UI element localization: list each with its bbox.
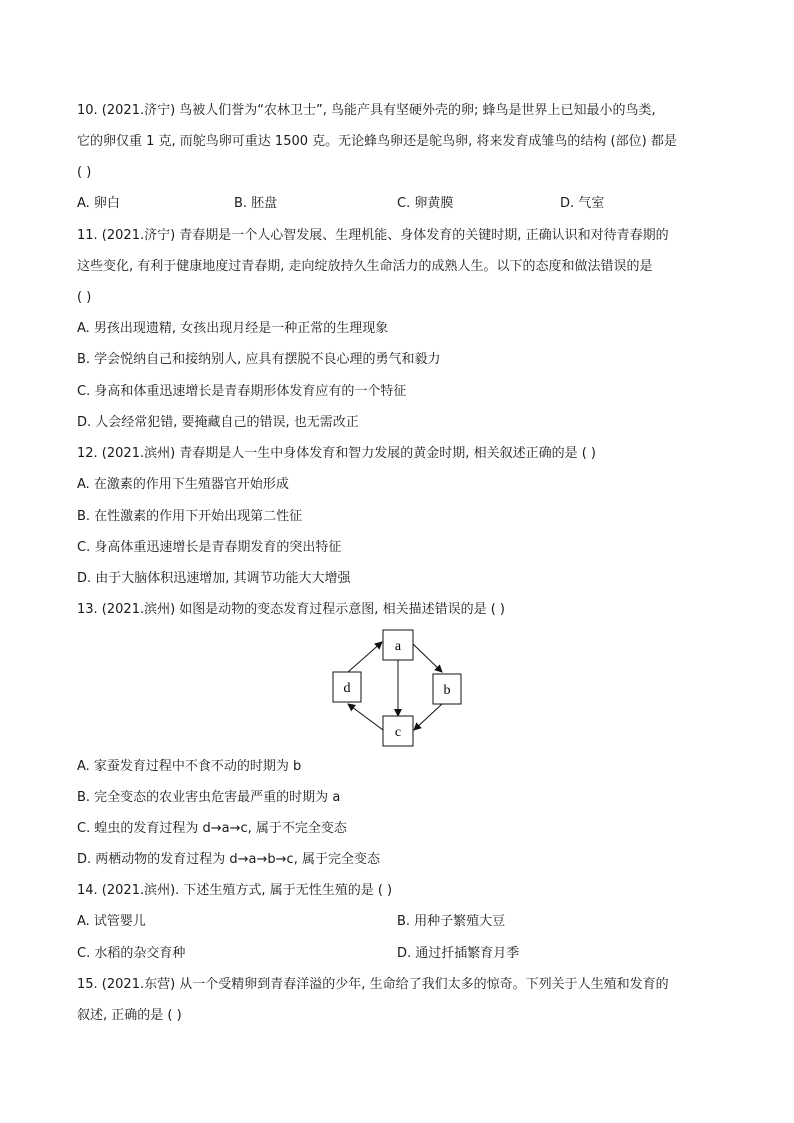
node-d-label: d (343, 681, 351, 696)
q10-stem-line2: 它的卵仅重 1 克, 而鸵鸟卵可重达 1500 克。无论蜂鸟卵还是鸵鸟卵, 将来发育成雏鸟的结构 (部位) 都是 (77, 134, 677, 149)
node-a (383, 630, 413, 660)
q12-option-b: B. 在性激素的作用下开始出现第二性征 (77, 509, 303, 524)
q11-option-d: D. 人会经常犯错, 要掩藏自己的错误, 也无需改正 (77, 415, 359, 430)
arrow-c-to-d (348, 704, 383, 730)
arrow-a-to-b (413, 644, 442, 672)
node-b (433, 674, 461, 704)
node-d (333, 672, 361, 702)
q10-option-d: D. 气室 (560, 196, 605, 211)
q10-answer-blank: ( ) (77, 165, 92, 180)
q13-option-a: A. 家蚕发育过程中不食不动的时期为 b (77, 759, 302, 774)
q14-option-a: A. 试管婴儿 (77, 914, 146, 929)
q13-option-d: D. 两栖动物的发育过程为 d→a→b→c, 属于完全变态 (77, 852, 380, 867)
node-c-label: c (394, 725, 402, 740)
q14-option-d: D. 通过扦插繁育月季 (397, 946, 520, 961)
q10-option-a: A. 卵白 (77, 196, 120, 211)
node-a-label: a (394, 639, 402, 654)
q12-stem: 12. (2021.滨州) 青春期是人一生中身体发育和智力发展的黄金时期, 相关叙述正确的是 ( ) (77, 446, 596, 461)
node-b-label: b (443, 683, 451, 698)
q10-option-b: B. 胚盘 (234, 196, 278, 211)
q12-option-c: C. 身高体重迅速增长是青春期发育的突出特征 (77, 540, 342, 555)
q11-option-b: B. 学会悦纳自己和接纳别人, 应具有摆脱不良心理的勇气和毅力 (77, 352, 441, 367)
arrow-d-to-a (348, 642, 382, 672)
q11-answer-blank: ( ) (77, 290, 92, 305)
q10-option-c: C. 卵黄膜 (397, 196, 454, 211)
q15-stem-line2: 叙述, 正确的是 ( ) (77, 1008, 182, 1023)
q12-option-a: A. 在激素的作用下生殖器官开始形成 (77, 477, 289, 492)
q13-option-c: C. 蝗虫的发育过程为 d→a→c, 属于不完全变态 (77, 821, 347, 836)
q14-option-b: B. 用种子繁殖大豆 (397, 914, 506, 929)
q14-option-c: C. 水稻的杂交育种 (77, 946, 186, 961)
arrow-b-to-c (414, 704, 442, 730)
q11-stem-line2: 这些变化, 有利于健康地度过青春期, 走向绽放持久生命活力的成熟人生。以下的态度和做法错误的是 (77, 259, 653, 274)
q10-stem-line1: 10. (2021.济宁) 鸟被人们誉为“农林卫士”, 鸟能产具有坚硬外壳的卵; 蜂鸟是世界上已知最小的鸟类, (77, 103, 656, 118)
q11-stem-line1: 11. (2021.济宁) 青春期是一个人心智发展、生理机能、身体发育的关键时期, 正确认识和对待青春期的 (77, 228, 669, 243)
metamorphosis-diagram (330, 628, 466, 750)
q13-option-b: B. 完全变态的农业害虫危害最严重的时期为 a (77, 790, 341, 805)
q15-stem-line1: 15. (2021.东营) 从一个受精卵到青春洋溢的少年, 生命给了我们太多的惊奇。下列关于人生殖和发育的 (77, 977, 669, 992)
node-c (383, 716, 413, 746)
q14-stem: 14. (2021.滨州). 下述生殖方式, 属于无性生殖的是 ( ) (77, 883, 393, 898)
q11-option-c: C. 身高和体重迅速增长是青春期形体发育应有的一个特征 (77, 384, 407, 399)
q13-stem: 13. (2021.滨州) 如图是动物的变态发育过程示意图, 相关描述错误的是 ( ) (77, 602, 505, 617)
q12-option-d: D. 由于大脑体积迅速增加, 其调节功能大大增强 (77, 571, 351, 586)
q11-option-a: A. 男孩出现遗精, 女孩出现月经是一种正常的生理现象 (77, 321, 389, 336)
